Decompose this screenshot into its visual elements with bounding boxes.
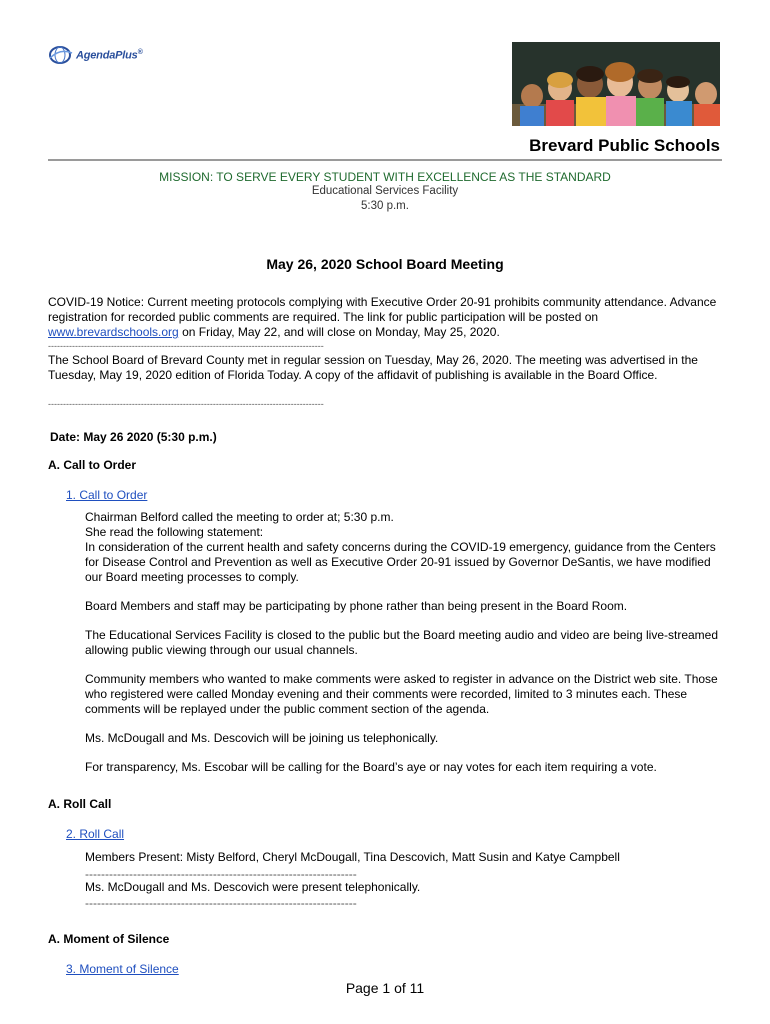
section-heading-call-to-order: A. Call to Order <box>48 458 137 472</box>
children-image <box>512 42 720 126</box>
page-number: Page 1 of 11 <box>345 980 425 996</box>
minutes-paragraph: Community members who wanted to make comments were asked to register in advance on the District web site. Those who registered were called Monday evening and their comments were recorded, limited to 3 minutes each. These comments will be replayed under the public comment section of the agenda. <box>85 672 718 716</box>
members-present: Members Present: Misty Belford, Cheryl McDougall, Tina Descovich, Matt Susin and Katye Campbell <box>85 850 620 864</box>
date-line: Date: May 26 2020 (5:30 p.m.) <box>50 430 217 444</box>
school-name: Brevard Public Schools <box>529 136 720 155</box>
item-link-moment-of-silence[interactable]: 3. Moment of Silence <box>66 962 179 976</box>
agendaplus-logo <box>48 44 143 66</box>
separator: -------------------------------------------------------------------- <box>85 896 357 910</box>
minutes-paragraph: Ms. McDougall and Ms. Descovich will be joining us telephonically. <box>85 731 439 745</box>
meeting-title: May 26, 2020 School Board Meeting <box>266 256 504 272</box>
separator: -------------------------------------------------------------------------------------------- <box>48 399 324 409</box>
separator: -------------------------------------------------------------------- <box>85 867 357 881</box>
minutes-paragraph: For transparency, Ms. Escobar will be calling for the Board’s aye or nay votes for each item requiring a vote. <box>85 760 657 774</box>
notice-text-end: on Friday, May 22, and will close on Monday, May 25, 2020. <box>178 325 500 339</box>
meeting-time: 5:30 p.m. <box>361 200 409 212</box>
notice-text: COVID-19 Notice: Current meeting protocols complying with Executive Order 20-91 prohibits community attendance. Advance registration for recorded public comments are required. The link for public participation will be posted on <box>48 295 717 324</box>
section-heading-roll-call: A. Roll Call <box>48 797 112 811</box>
item-link-roll-call[interactable]: 2. Roll Call <box>66 827 125 841</box>
item-link-call-to-order[interactable]: 1. Call to Order <box>66 488 148 502</box>
separator: -------------------------------------------------------------------------------------------- <box>48 341 324 351</box>
call-to-order-minutes <box>85 510 725 789</box>
minutes-paragraph: The Educational Services Facility is closed to the public but the Board meeting audio and video are being live-streamed allowing public viewing through our usual channels. <box>85 628 719 657</box>
minutes-paragraph: Chairman Belford called the meeting to order at; 5:30 p.m. She read the following statement: In consideration of the current health and safety concerns during the COVID-19 emergency, guidance from the Centers for Disease Control and Prevention as well as Executive Order 20-91 issued by Governor DeSantis, we have modified our Board meeting processes to comply. <box>85 510 716 584</box>
session-statement: The School Board of Brevard County met in regular session on Tuesday, May 26, 2020. The meeting was advertised in the Tuesday, May 19, 2020 edition of Florida Today. A copy of the affidavit of publishing is available in the Board Office. <box>48 353 698 382</box>
section-heading-moment-of-silence: A. Moment of Silence <box>48 932 170 946</box>
globe-logo-icon <box>48 44 74 66</box>
minutes-paragraph: Board Members and staff may be participating by phone rather than being present in the Board Room. <box>85 599 628 613</box>
header-divider <box>48 159 722 161</box>
logo-text: AgendaPlus® <box>76 48 143 62</box>
brevardschools-link[interactable]: www.brevardschools.org <box>48 325 179 339</box>
facility-name: Educational Services Facility <box>311 185 459 197</box>
covid-notice <box>48 295 728 340</box>
telephonic-note: Ms. McDougall and Ms. Descovich were present telephonically. <box>85 880 421 894</box>
students-photo <box>512 42 720 126</box>
mission-statement: MISSION: TO SERVE EVERY STUDENT WITH EXCELLENCE AS THE STANDARD <box>159 170 611 184</box>
